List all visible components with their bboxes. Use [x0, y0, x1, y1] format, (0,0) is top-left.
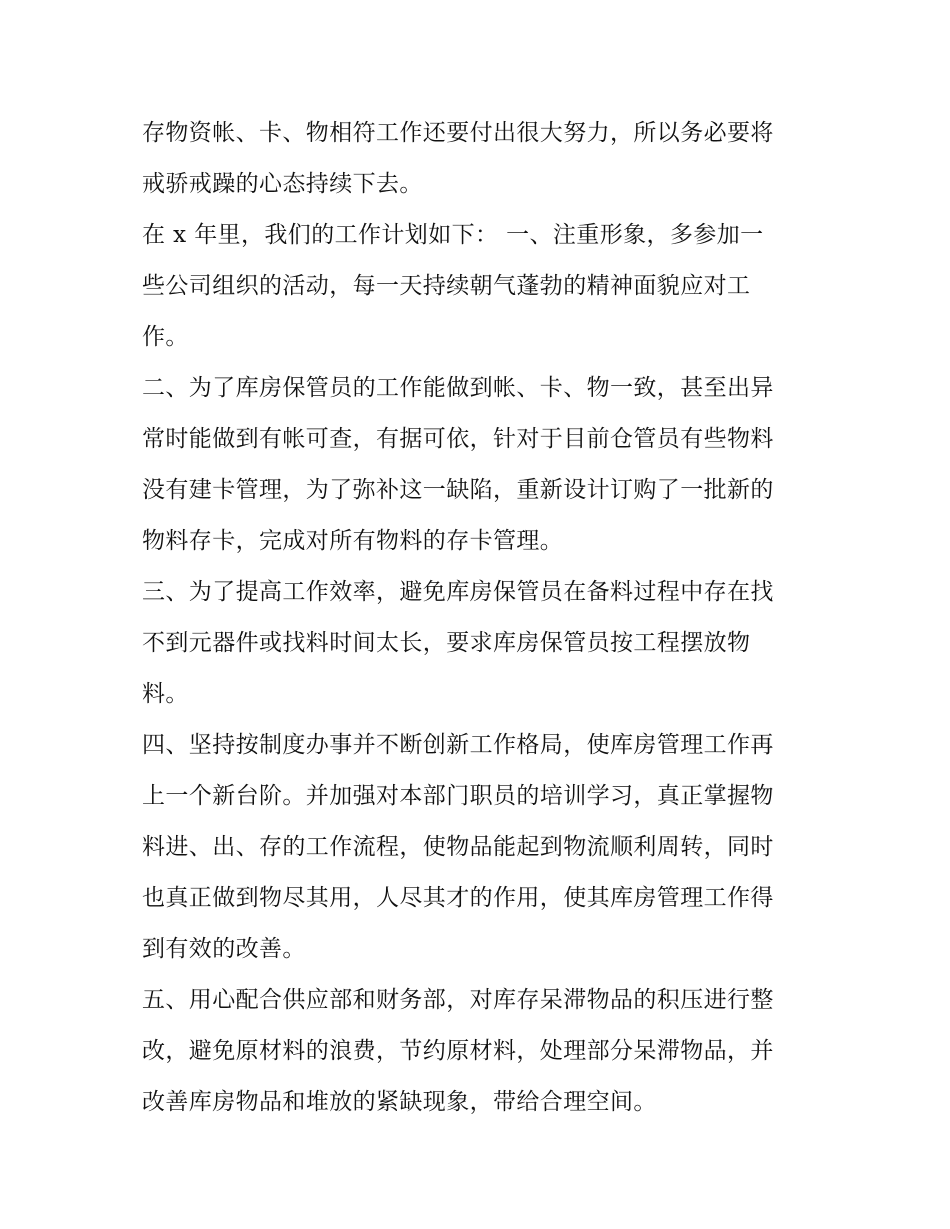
text-line: 四、坚持按制度办事并不断创新工作格局，使库房管理工作再 — [142, 732, 774, 758]
text-line: 没有建卡管理，为了弥补这一缺陷，重新设计订购了一批新的 — [142, 477, 774, 503]
text-line: 料。 — [142, 681, 189, 707]
text-line: 在 x 年里，我们的工作计划如下： 一、注重形象，多参加一 — [142, 222, 764, 248]
document-body — [142, 108, 822, 1128]
text-line: 改，避免原材料的浪费，节约原材料，处理部分呆滞物品，并 — [142, 1038, 774, 1064]
text-line: 些公司组织的活动，每一天持续朝气蓬勃的精神面貌应对工 — [142, 273, 751, 299]
paragraph-item-four — [142, 720, 822, 975]
text-line: 作。 — [142, 324, 189, 350]
paragraph-item-two — [142, 363, 822, 567]
text-line: 也真正做到物尽其用，人尽其才的作用，使其库房管理工作得 — [142, 885, 774, 911]
text-line: 二、为了库房保管员的工作能做到帐、卡、物一致，甚至出异 — [142, 375, 774, 401]
text-line: 到有效的改善。 — [142, 936, 306, 962]
text-line: 三、为了提高工作效率，避免库房保管员在备料过程中存在找 — [142, 579, 774, 605]
text-line: 存物资帐、卡、物相符工作还要付出很大努力，所以务必要将 — [142, 120, 774, 146]
text-line: 料进、出、存的工作流程，使物品能起到物流顺利周转，同时 — [142, 834, 774, 860]
paragraph-plan-intro — [142, 210, 822, 363]
text-line: 五、用心配合供应部和财务部，对库存呆滞物品的积压进行整 — [142, 987, 774, 1013]
paragraph-continuation — [142, 108, 822, 210]
text-line: 改善库房物品和堆放的紧缺现象，带给合理空间。 — [142, 1089, 657, 1115]
paragraph-item-three — [142, 567, 822, 720]
text-line: 戒骄戒躁的心态持续下去。 — [142, 171, 423, 197]
paragraph-item-five — [142, 975, 822, 1128]
text-line: 物料存卡，完成对所有物料的存卡管理。 — [142, 528, 564, 554]
text-line: 不到元器件或找料时间太长，要求库房保管员按工程摆放物 — [142, 630, 751, 656]
text-line: 上一个新台阶。并加强对本部门职员的培训学习，真正掌握物 — [142, 783, 774, 809]
text-line: 常时能做到有帐可查，有据可依，针对于目前仓管员有些物料 — [142, 426, 774, 452]
